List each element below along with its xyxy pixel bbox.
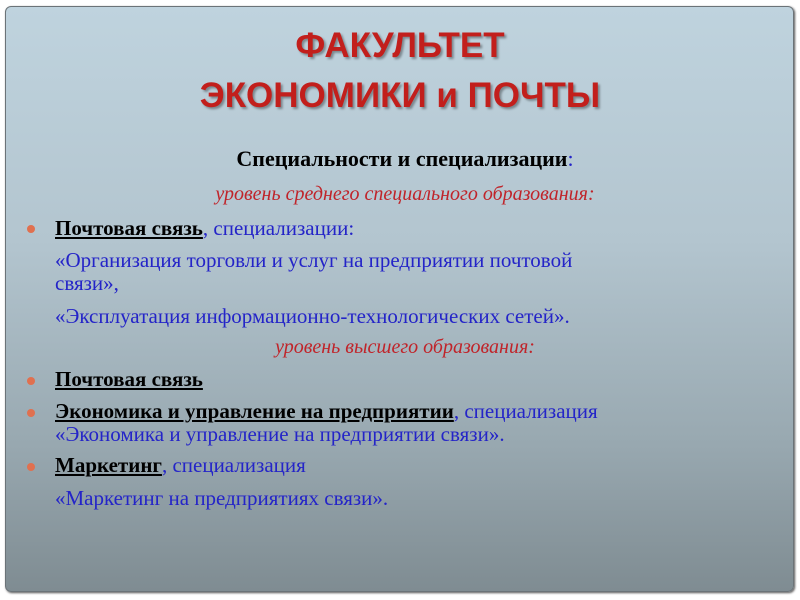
spec-4: «Маркетинг на предприятиях связи». <box>55 486 389 510</box>
heading-text: Специальности и специализации <box>236 146 568 171</box>
secondary-level-label: уровень среднего специального образования: <box>215 183 595 205</box>
spec-1-line-2: связи», <box>55 271 119 295</box>
bullet-icon <box>27 225 35 233</box>
list-item-marketing <box>55 453 306 478</box>
item-rest: , специализация <box>453 399 598 423</box>
item-bold: Почтовая связь <box>55 216 203 240</box>
spec-2: «Эксплуатация информационно-технологических сетей». <box>55 304 570 328</box>
list-item-economics <box>55 399 598 424</box>
list-item-postal-higher <box>55 367 203 392</box>
section-heading <box>0 146 800 172</box>
item-bold: Маркетинг <box>55 453 162 477</box>
spec-1-line-1: «Организация торговли и услуг на предприятии почтовой <box>55 248 573 272</box>
list-item-postal-secondary <box>55 216 354 241</box>
title-line-2: ЭКОНОМИКИ и ПОЧТЫ <box>199 76 601 115</box>
bullet-icon <box>27 377 35 385</box>
spec-3: «Экономика и управление на предприятии связи». <box>55 422 505 446</box>
item-rest: , специализация <box>161 453 306 477</box>
bullet-icon <box>27 463 35 471</box>
title-line-1: ФАКУЛЬТЕТ <box>295 26 505 65</box>
item-bold: Почтовая связь <box>55 367 203 391</box>
item-rest: , специализации: <box>202 216 355 240</box>
heading-colon: : <box>567 146 574 171</box>
higher-level-label: уровень высшего образования: <box>275 336 535 358</box>
item-bold: Экономика и управление на предприятии <box>55 399 454 423</box>
bullet-icon <box>27 409 35 417</box>
